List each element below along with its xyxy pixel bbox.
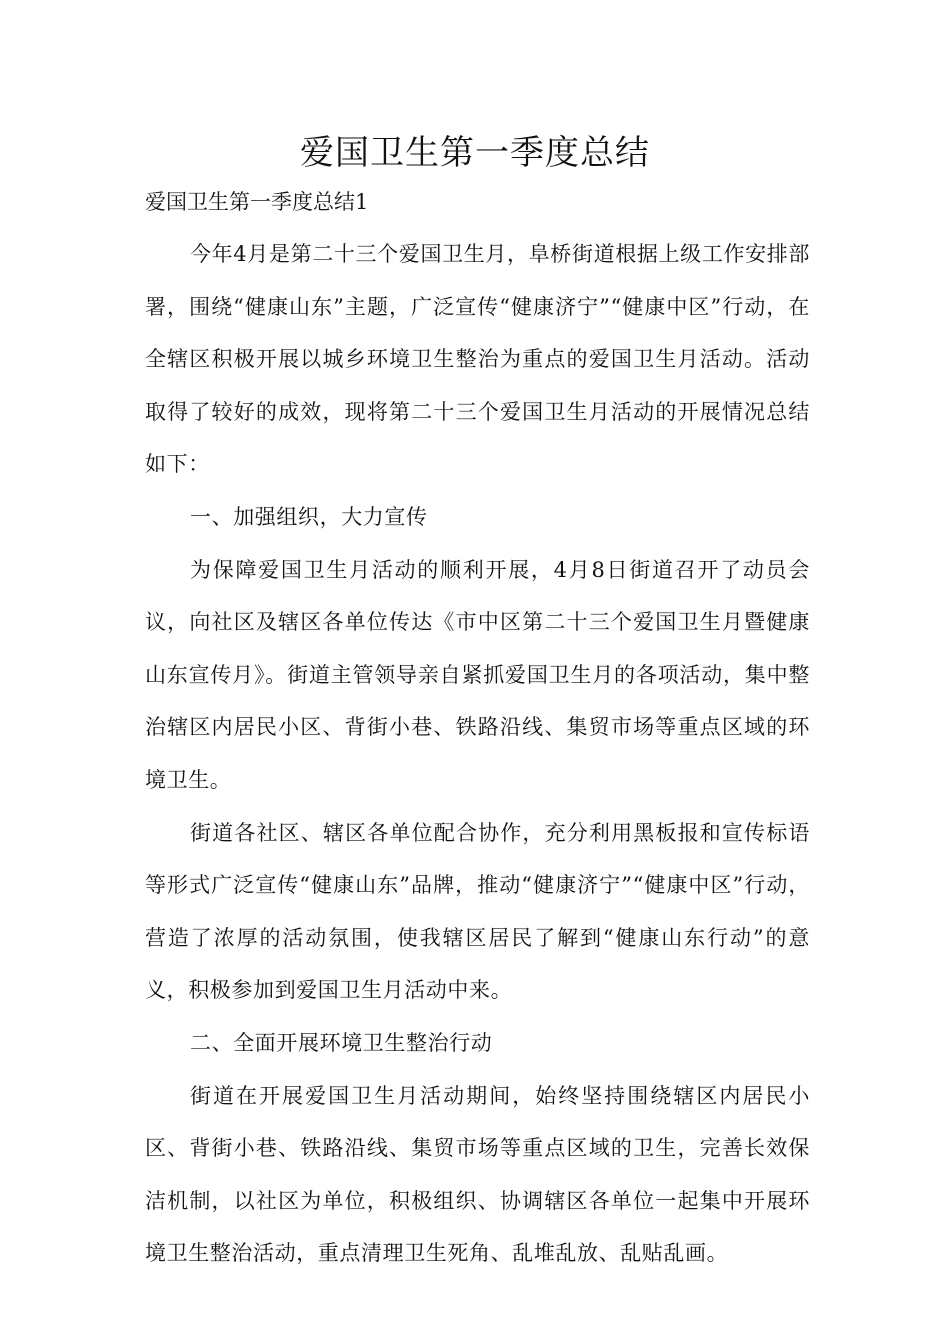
section-heading-1: 一、加强组织，大力宣传: [190, 504, 428, 529]
paragraph-section1-b: 街道各社区、辖区各单位配合协作，充分利用黑板报和宣传标语等形式广泛宣传“健康山东”品牌，推动“健康济宁”“健康中区”行动，营造了浓厚的活动氛围，使我辖区居民了解到“健康山东行动”的意义，积极参加到爱国卫生月活动中来。: [145, 820, 810, 1003]
paragraph-intro: 今年4月是第二十三个爱国卫生月，阜桥街道根据上级工作安排部署，围绕“健康山东”主题，广泛宣传“健康济宁”“健康中区”行动，在全辖区积极开展以城乡环境卫生整治为重点的爱国卫生月活动。活动取得了较好的成效，现将第二十三个爱国卫生月活动的开展情况总结如下：: [145, 242, 810, 477]
section-heading-2: 二、全面开展环境卫生整治行动: [190, 1030, 493, 1055]
document-body: [145, 228, 810, 1280]
paragraph-section2-a: 街道在开展爱国卫生月活动期间，始终坚持围绕辖区内居民小区、背街小巷、铁路沿线、集贸市场等重点区域的卫生，完善长效保洁机制，以社区为单位，积极组织、协调辖区各单位一起集中开展环境卫生整治活动，重点清理卫生死角、乱堆乱放、乱贴乱画。: [145, 1083, 810, 1266]
document-subtitle: 爱国卫生第一季度总结1: [145, 190, 369, 214]
document-title: 爱国卫生第一季度总结: [300, 133, 650, 173]
paragraph-section1-a: 为保障爱国卫生月活动的顺利开展，4月8日街道召开了动员会议，向社区及辖区各单位传达《市中区第二十三个爱国卫生月暨健康山东宣传月》。街道主管领导亲自紧抓爱国卫生月的各项活动，集中整治辖区内居民小区、背街小巷、铁路沿线、集贸市场等重点区域的环境卫生。: [145, 557, 810, 792]
